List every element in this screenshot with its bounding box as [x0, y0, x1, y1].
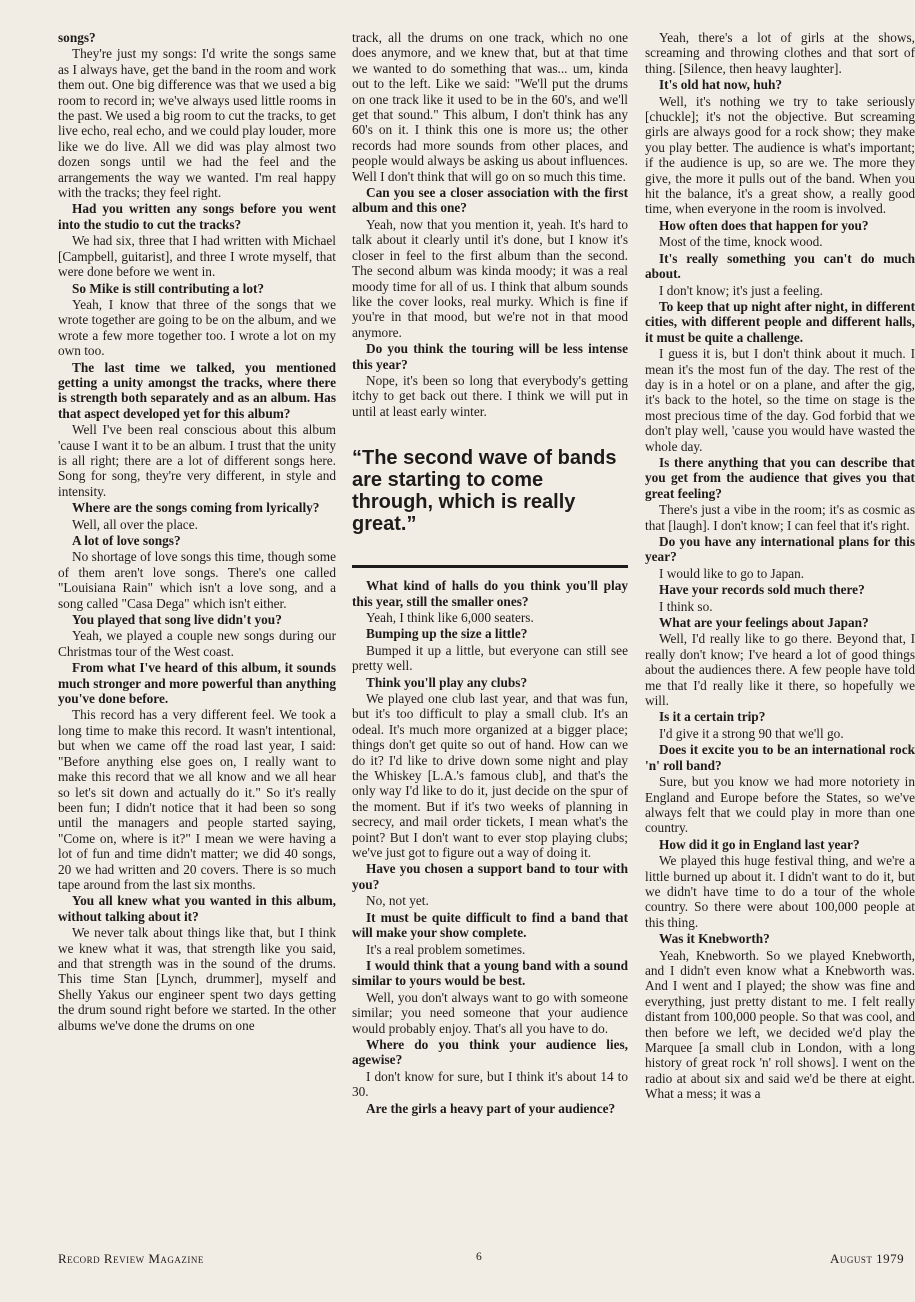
interview-question: songs?: [58, 30, 96, 45]
interview-answer: Well, I'd really like to go there. Beyond that, I really don't know; I've heard a lot of good things about the audiences there. A few people have told me that I'd really like it there, so hopefully we will.: [645, 631, 915, 709]
interview-question: Does it excite you to be an international rock 'n' roll band?: [645, 742, 915, 773]
interview-question: Where are the songs coming from lyrically?: [72, 500, 320, 516]
interview-question: How often does that happen for you?: [659, 217, 869, 233]
interview-question: Is there anything that you can describe that you get from the audience that gives you that great feeling?: [645, 454, 915, 501]
article-column-3: [645, 30, 915, 1103]
interview-answer: Bumped it up a little, but everyone can still see pretty well.: [352, 642, 628, 674]
interview-question: Have you chosen a support band to tour with you?: [352, 861, 628, 892]
interview-answer: Yeah, I think like 6,000 seaters.: [366, 609, 534, 625]
interview-answer: Well I've been real conscious about this album 'cause I want it to be an album. I trust that the unity is all right; there are a lot of different songs here. Song for song, they're very different, in style and intensity.: [58, 422, 336, 499]
magazine-name-footer: Record Review Magazine: [58, 1251, 204, 1266]
interview-question: Think you'll play any clubs?: [366, 674, 528, 690]
interview-question: You all knew what you wanted in this album, without talking about it?: [58, 893, 336, 924]
interview-answer: track, all the drums on one track, which no one does anymore, and we knew that, but at that time we wanted to do something that was... um, kinda out to the left. Like we said: "We'll put the drums on one track like it used to be in the 60's, and we'll get that sound." This album, I don't think has any 60's on it. I think this one is more us; the other records had more sounds from other places, and people would always be asking us about influences. Well I don't think that will go on so much this time.: [352, 30, 628, 184]
interview-answer: It's a real problem sometimes.: [366, 941, 526, 957]
interview-answer: Yeah, we played a couple new songs during our Christmas tour of the West coast.: [58, 628, 336, 659]
interview-question: Bumping up the size a little?: [366, 626, 528, 642]
interview-question: Can you see a closer association with the first album and this one?: [352, 185, 628, 216]
interview-answer: Well, you don't always want to go with someone similar; you need someone that your audience would probably enjoy. That's all you have to do.: [352, 989, 628, 1036]
interview-question: Is it a certain trip?: [659, 709, 766, 725]
interview-answer: I don't know; it's just a feeling.: [659, 282, 823, 298]
interview-answer: They're just my songs: I'd write the songs same as I always have, get the band in the room and work them out. One big difference was that we used a big room to record in; we've always used little rooms in the past. We used a big room to cut the tracks, to get live echo, real echo, and we could play louder, more like we do live. All we did was play almost two dozen songs until we had the feel and the arrangements the way we wanted. I'm real happy with the tracks; they feel right.: [58, 46, 336, 201]
interview-answer: We played one club last year, and that was fun, but it's too difficult to play a small club. It's an odeal. It's much more organized at a bigger place; things don't get quite so out of hand. How can we do it? I'd like to drive down some night and play the Whiskey [L.A.'s famous club], and that's the only way I'd like to do it, just decide on the spur of the moment. But if it's two weeks of planning in secrecy, and mail order tickets, I mean what's the point? But I don't want to ever stop playing clubs; we've just got to figure out a way of doing it.: [352, 691, 628, 861]
issue-date-footer: August 1979: [830, 1251, 905, 1266]
interview-question: Where do you think your audience lies, agewise?: [352, 1036, 628, 1068]
interview-question: Was it Knebworth?: [659, 931, 770, 947]
interview-answer: We played this huge festival thing, and we're a little burned up about it. I didn't want to do it, but we didn't have time to do a tour of the whole country. So there were about 100,000 people at this thing.: [645, 853, 915, 930]
interview-answer: No, not yet.: [366, 893, 429, 909]
interview-question: How did it go in England last year?: [659, 836, 860, 852]
interview-answer: Well, all over the place.: [72, 516, 198, 532]
interview-question: So Mike is still contributing a lot?: [72, 280, 265, 296]
interview-question: To keep that up night after night, in different cities, with different people and different halls, it must be quite a challenge.: [645, 298, 915, 345]
interview-answer: I don't know for sure, but I think it's about 14 to 30.: [352, 1068, 628, 1100]
interview-question: I would think that a young band with a sound similar to yours would be best.: [352, 957, 628, 989]
interview-question: Have your records sold much there?: [659, 582, 865, 598]
interview-question: A lot of love songs?: [72, 533, 181, 548]
interview-question: You played that song live didn't you?: [72, 612, 282, 628]
interview-answer: There's just a vibe in the room; it's as cosmic as that [laugh]. I don't know; I can feel that it's right.: [645, 502, 915, 533]
interview-question: From what I've heard of this album, it sounds much stronger and more powerful than anything you've done before.: [58, 660, 336, 707]
interview-answer: No shortage of love songs this time, though some of them aren't love songs. There's one called "Louisiana Rain" which isn't a love song, and a song called "Casa Dega" which isn't either.: [58, 549, 336, 611]
article-column-1: [58, 30, 336, 1034]
interview-answer: I'd give it a strong 90 that we'll go.: [659, 725, 844, 741]
interview-question: Do you think the touring will be less intense this year?: [352, 341, 628, 372]
pull-quote: “The second wave of bands are starting to come through, which is really great.”: [352, 447, 628, 568]
interview-question: What kind of halls do you think you'll play this year, still the smaller ones?: [352, 578, 628, 609]
interview-answer: Yeah, there's a lot of girls at the shows, screaming and throwing clothes and that sort of thing. [Silence, then heavy laughter].: [645, 30, 915, 76]
interview-question: It must be quite difficult to find a band that will make your show complete.: [352, 909, 628, 941]
interview-answer: I guess it is, but I don't think about it much. I mean it's the most fun of the day. The rest of the day is in a hotel or on a plane, and after the gig, it's back to the hotel, so the time on stage is the most precious time of the day. God forbid that we don't play well, 'cause you would have wasted the whole day.: [645, 346, 915, 454]
interview-answer: Yeah, now that you mention it, yeah. It's hard to talk about it clearly until it's done, but I know it's closer in feel to the first album than the second. The second album was kinda moody; it was a real moody time for all of us. I think that album sounds like the cover looks, real murky. Which is fine if you're in that mood, but we're not in that mood anymore.: [352, 216, 628, 340]
interview-answer: I would like to go to Japan.: [659, 565, 805, 581]
interview-question: Do you have any international plans for this year?: [645, 534, 915, 565]
interview-answer: Yeah, I know that three of the songs that we wrote together are going to be on the album, and we wrote a few more together too. I wrote a lot on my own too.: [58, 296, 336, 359]
interview-answer: Sure, but you know we had more notoriety in England and Europe before the States, so we've always felt that we could play in more than one country.: [645, 774, 915, 836]
interview-question: What are your feelings about Japan?: [659, 615, 869, 631]
interview-question: The last time we talked, you mentioned getting a unity amongst the tracks, where there is strength both separately and as an album. Has that aspect developed yet for this album?: [58, 359, 336, 421]
interview-answer: Most of the time, knock wood.: [659, 234, 823, 250]
interview-answer: We had six, three that I had written with Michael [Campbell, guitarist], and three I wrote myself, that were done before we went in.: [58, 233, 336, 280]
interview-answer: This record has a very different feel. We took a long time to make this record. It wasn't intentional, but when we came off the road last year, I said: "Before anything else goes on, I really want to make this record that we all know and we all hear so let's sit down and actually do it." So it's really been fun; I didn't notice that it had been so song until the managers and people started saying, "Come on, where is it?" I mean we were having a lot of fun and time didn't matter; we did 40 songs, 20 we had written and 20 covers. There is so much tape around from the last six months.: [58, 707, 336, 892]
interview-question: Are the girls a heavy part of your audience?: [366, 1100, 616, 1116]
interview-answer: We never talk about things like that, but I think we knew what it was, that strength like you said, and that strength was in the sound of the drums. This time Stan [Lynch, drummer], myself and Shelly Yakus our engineer spent two days getting the drum sound right before we started. In the other albums we've done the drums on one: [58, 925, 336, 1033]
article-column-2: [352, 30, 628, 1117]
interview-answer: Yeah, Knebworth. So we played Knebworth, and I didn't even know what a Knebworth was. And I went and I played; the show was fine and everything, just pretty distant to me. I felt really distant from 100,000 people. So that was cool, and then before we left, we decided we'd play the Marquee [a small club in London, with a long history of great rock 'n' roll shows]. I went on the radio at about six and said we'd be there at eight. What a mess; it was a: [645, 947, 915, 1102]
interview-question: Had you written any songs before you went into the studio to cut the tracks?: [58, 201, 336, 232]
interview-answer: Well, it's nothing we try to take seriously [chuckle]; it's not the objective. But screaming girls are always good for a rock show; they make you play better. The audience is what's important; if the audience is up, so are we. The more they give, the more it pulls out of the band. When you hit the balance, it's a great show, a really good time, when everyone in the room is involved.: [645, 93, 915, 217]
interview-question: It's really something you can't do much about.: [645, 250, 915, 282]
interview-question: It's old hat now, huh?: [659, 77, 783, 93]
interview-answer: I think so.: [659, 598, 713, 614]
interview-answer: Nope, it's been so long that everybody's getting itchy to get back out there. I think we will put in until at least early winter.: [352, 372, 628, 419]
page-number: 6: [476, 1251, 483, 1263]
